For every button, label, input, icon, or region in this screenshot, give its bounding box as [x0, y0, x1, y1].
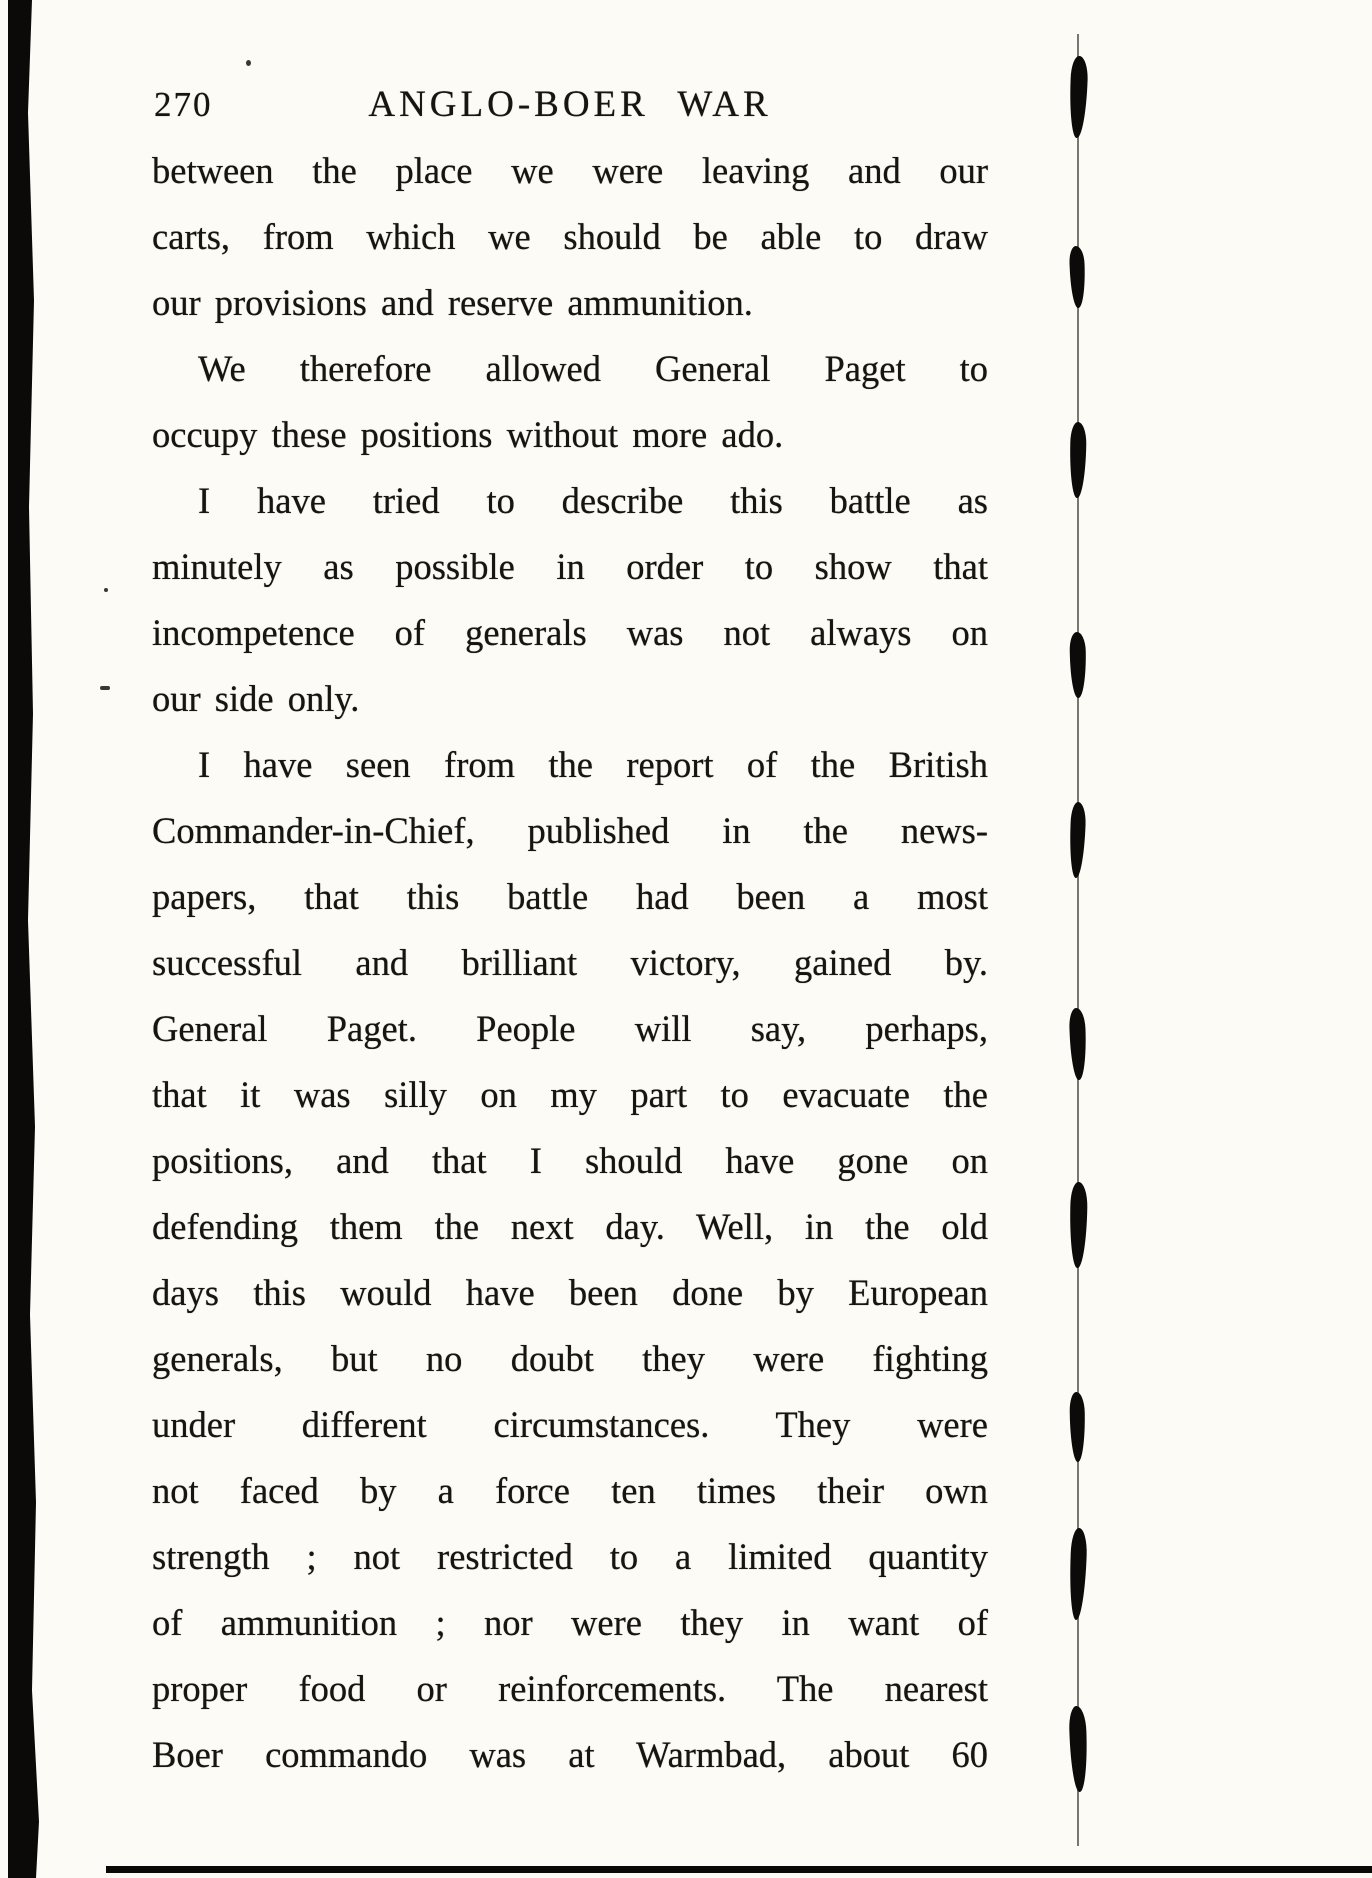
text-line: positions, and that I should have gone on — [152, 1140, 988, 1181]
page-content — [152, 72, 988, 1788]
ink-blot — [1069, 422, 1086, 498]
text-line: strength ; not restricted to a limited quantity — [152, 1536, 988, 1577]
text-line: carts, from which we should be able to draw — [152, 216, 988, 257]
text-line: minutely as possible in order to show that — [152, 546, 988, 587]
ink-blot — [1068, 1528, 1087, 1621]
ink-blot — [1069, 632, 1086, 698]
text-line: of ammunition ; nor were they in want of — [152, 1602, 988, 1643]
text-line: our provisions and reserve ammunition. — [152, 282, 753, 323]
text-line: generals, but no doubt they were fighting — [152, 1338, 988, 1379]
ink-blot — [1069, 1182, 1087, 1268]
page-number: 270 — [154, 85, 213, 124]
text-line: papers, that this battle had been a most — [152, 876, 988, 917]
text-line: General Paget. People will say, perhaps, — [152, 1008, 988, 1049]
ink-blot — [1069, 246, 1086, 308]
text-line: We therefore allowed General Paget to — [198, 348, 988, 389]
text-line: Commander-in-Chief, published in the news- — [152, 810, 988, 851]
text-line: not faced by a force ten times their own — [152, 1470, 988, 1511]
ink-speck — [104, 588, 108, 592]
text-line: occupy these positions without more ado. — [152, 414, 784, 455]
bottom-edge-line — [106, 1866, 1372, 1873]
ink-speck — [100, 686, 110, 690]
ink-blot — [1069, 56, 1089, 139]
text-line: our side only. — [152, 678, 360, 719]
ink-blot — [1069, 1392, 1085, 1462]
text-line: incompetence of generals was not always on — [152, 612, 988, 653]
text-line: successful and brilliant victory, gained by. — [152, 942, 988, 983]
text-line: days this would have been done by European — [152, 1272, 988, 1313]
page-header — [152, 72, 988, 138]
body-text — [152, 138, 988, 1788]
text-line: proper food or reinforcements. The nearest — [152, 1668, 988, 1709]
binding-stitch-marks — [1058, 34, 1100, 1846]
running-title: ANGLO-BOER WAR — [368, 84, 772, 125]
ink-blot — [1069, 1008, 1088, 1081]
text-line: I have tried to describe this battle as — [198, 480, 988, 521]
binding-shadow — [8, 0, 42, 1878]
text-line: under different circumstances. They were — [152, 1404, 988, 1445]
ink-blot — [1069, 802, 1087, 878]
text-line: that it was silly on my part to evacuate the — [152, 1074, 988, 1115]
text-line: between the place we were leaving and our — [152, 150, 988, 191]
text-line: defending them the next day. Well, in the old — [152, 1206, 988, 1247]
ink-blot — [1069, 1706, 1089, 1793]
text-line: Boer commando was at Warmbad, about 60 — [152, 1734, 988, 1775]
ink-speck — [246, 60, 251, 66]
text-line: I have seen from the report of the British — [198, 744, 988, 785]
